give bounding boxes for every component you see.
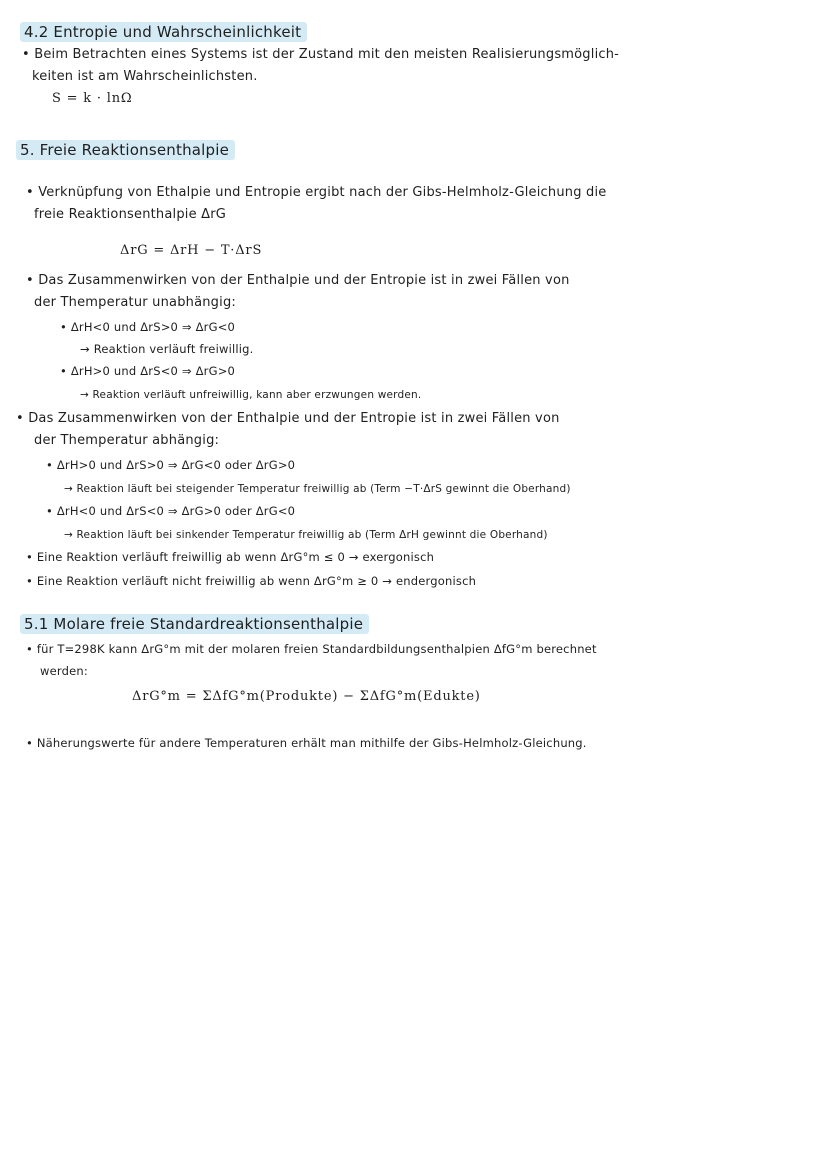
text-line: • ΔrH>0 und ΔrS>0 ⇒ ΔrG<0 oder ΔrG>0 (46, 458, 296, 472)
formula-entropy: S = k · lnΩ (52, 91, 133, 106)
text-line: • Verknüpfung von Ethalpie und Entropie ergibt nach der Gibs-Helmholz-Gleichung die (26, 185, 607, 200)
text-line: der Themperatur abhängig: (34, 433, 220, 448)
text-line: → Reaktion verläuft freiwillig. (80, 342, 254, 356)
formula-standard-reaction: ΔrG°m = ΣΔfG°m(Produkte) − ΣΔfG°m(Edukte) (132, 689, 481, 704)
text-line: • Das Zusammenwirken von der Enthalpie und der Entropie ist in zwei Fällen von (26, 273, 570, 288)
section-heading-4-2: 4.2 Entropie und Wahrscheinlichkeit (20, 22, 307, 42)
text-line: freie Reaktionsenthalpie ΔrG (34, 207, 227, 222)
text-line: → Reaktion läuft bei sinkender Temperatur freiwillig ab (Term ΔrH gewinnt die Oberhand) (64, 529, 548, 541)
text-line: • ΔrH<0 und ΔrS<0 ⇒ ΔrG>0 oder ΔrG<0 (46, 504, 296, 518)
text-line: • Beim Betrachten eines Systems ist der Zustand mit den meisten Realisierungsmöglich- (22, 47, 620, 62)
text-line: → Reaktion läuft bei steigender Temperatur freiwillig ab (Term −T·ΔrS gewinnt die Oberhand) (64, 483, 571, 495)
text-line: werden: (40, 664, 88, 678)
text-line: • Eine Reaktion verläuft freiwillig ab wenn ΔrG°m ≤ 0 → exergonisch (26, 550, 435, 564)
text-line: der Themperatur unabhängig: (34, 295, 236, 310)
text-line: • für T=298K kann ΔrG°m mit der molaren freien Standardbildungsenthalpien ΔfG°m berechnet (26, 642, 597, 656)
text-line: • Näherungswerte für andere Temperaturen erhält man mithilfe der Gibs-Helmholz-Gleichung. (26, 736, 587, 750)
text-line: • Eine Reaktion verläuft nicht freiwillig ab wenn ΔrG°m ≥ 0 → endergonisch (26, 574, 477, 588)
section-heading-5-1: 5.1 Molare freie Standardreaktionsenthalpie (20, 614, 369, 634)
text-line: • ΔrH>0 und ΔrS<0 ⇒ ΔrG>0 (60, 364, 236, 378)
text-line: keiten ist am Wahrscheinlichsten. (32, 69, 258, 84)
text-line: • Das Zusammenwirken von der Enthalpie und der Entropie ist in zwei Fällen von (16, 411, 560, 426)
section-heading-5: 5. Freie Reaktionsenthalpie (16, 140, 235, 160)
text-line: → Reaktion verläuft unfreiwillig, kann aber erzwungen werden. (80, 389, 422, 401)
text-line: • ΔrH<0 und ΔrS>0 ⇒ ΔrG<0 (60, 320, 236, 334)
formula-gibbs-helmholtz: ΔrG = ΔrH − T·ΔrS (120, 243, 263, 258)
